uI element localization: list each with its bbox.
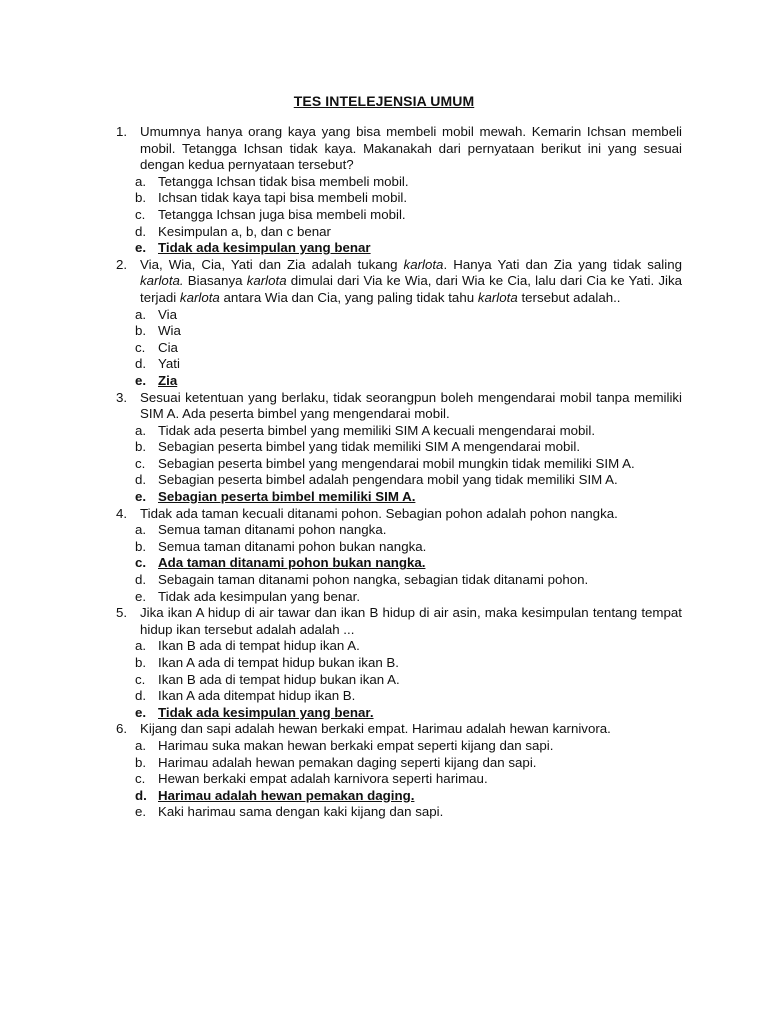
question-item xyxy=(116,257,682,307)
question-item xyxy=(116,390,682,423)
question-number: 3. xyxy=(116,389,128,405)
question-text-segment: dimulai dari Via ke Wia, dari Wia ke Cia, lalu dari Cia ke Yati. Jika terjadi xyxy=(140,273,682,305)
option-letter: a. xyxy=(135,638,147,654)
option-text: Tidak ada peserta bimbel yang memiliki SIM A kecuali mengendarai mobil. xyxy=(158,422,596,438)
answer-option xyxy=(116,522,682,539)
option-text: Cia xyxy=(158,339,178,355)
option-letter: a. xyxy=(135,522,147,538)
option-text: Sebagian peserta bimbel memiliki SIM A. xyxy=(158,489,416,505)
option-letter: d. xyxy=(135,787,147,803)
option-text: Sebagian peserta bimbel adalah pengendara mobil yang tidak memiliki SIM A. xyxy=(158,472,618,488)
option-text: Hewan berkaki empat adalah karnivora seperti harimau. xyxy=(158,771,488,787)
answer-option-correct xyxy=(116,555,682,572)
option-text: Ikan B ada di tempat hidup bukan ikan A. xyxy=(158,671,400,687)
question-list xyxy=(116,124,682,821)
question-text xyxy=(140,257,682,307)
answer-option xyxy=(116,738,682,755)
question-number: 4. xyxy=(116,505,128,521)
question-item xyxy=(116,506,682,523)
question-text-segment: Umumnya hanya orang kaya yang bisa membeli mobil mewah. Kemarin Ichsan membeli mobil. Tetangga Ichsan tidak kaya. Makanakah dari pernyataan berikut ini yang sesuai dengan kedua pernyataan tersebut? xyxy=(140,124,682,173)
question-item xyxy=(116,605,682,638)
answer-option-correct xyxy=(116,373,682,390)
question-text-segment: Via, Wia, Cia, Yati dan Zia adalah tukang xyxy=(140,256,404,272)
question-text xyxy=(140,721,682,738)
option-letter: d. xyxy=(135,472,147,488)
question-text-italic: karlota xyxy=(246,273,287,289)
option-letter: b. xyxy=(135,538,147,554)
question-text-segment: tersebut adalah.. xyxy=(517,289,621,305)
question-text xyxy=(140,390,682,423)
option-text: Kesimpulan a, b, dan c benar xyxy=(158,223,331,239)
option-text: Via xyxy=(158,306,177,322)
answer-option-correct xyxy=(116,240,682,257)
question-text-segment: Biasanya xyxy=(183,273,247,289)
question-item xyxy=(116,721,682,738)
option-letter: b. xyxy=(135,655,147,670)
option-text: Harimau adalah hewan pemakan daging seperti kijang dan sapi. xyxy=(158,754,537,770)
option-letter: d. xyxy=(135,223,147,239)
option-text: Ada taman ditanami pohon bukan nangka. xyxy=(158,555,426,571)
option-letter: e. xyxy=(135,372,147,388)
answer-option xyxy=(116,356,682,373)
answer-option xyxy=(116,589,682,606)
option-text: Tetangga Ichsan tidak bisa membeli mobil. xyxy=(158,173,409,189)
question-text-segment: Kijang dan sapi adalah hewan berkaki empat. Harimau adalah hewan karnivora. xyxy=(140,721,611,737)
option-text: Zia xyxy=(158,372,178,388)
question-text xyxy=(140,506,682,523)
answer-option xyxy=(116,755,682,772)
option-letter: c. xyxy=(135,455,146,471)
answer-option-correct xyxy=(116,489,682,506)
question-item xyxy=(116,124,682,174)
option-letter: e. xyxy=(135,804,147,820)
answer-option xyxy=(116,174,682,191)
answer-option xyxy=(116,771,682,788)
option-text: Harimau suka makan hewan berkaki empat seperti kijang dan sapi. xyxy=(158,737,554,753)
answer-option xyxy=(116,439,682,456)
answer-option xyxy=(116,423,682,440)
option-text: Tidak ada kesimpulan yang benar. xyxy=(158,588,361,604)
option-text: Sebagian peserta bimbel yang mengendarai mobil mungkin tidak memiliki SIM A. xyxy=(158,455,635,471)
question-number: 5. xyxy=(116,605,128,621)
option-text: Ikan A ada di tempat hidup bukan ikan B. xyxy=(158,655,399,670)
option-text: Semua taman ditanami pohon bukan nangka. xyxy=(158,538,427,554)
answer-option xyxy=(116,340,682,357)
answer-option xyxy=(116,655,682,672)
option-letter: c. xyxy=(135,771,146,787)
answer-option xyxy=(116,572,682,589)
question-text-italic: karlota. xyxy=(140,273,184,289)
option-letter: b. xyxy=(135,190,147,206)
answer-option xyxy=(116,638,682,655)
option-letter: a. xyxy=(135,173,147,189)
option-letter: d. xyxy=(135,688,147,704)
question-text-italic: karlota xyxy=(477,289,518,305)
option-letter: c. xyxy=(135,206,146,222)
option-letter: a. xyxy=(135,737,147,753)
question-text-segment: antara Wia dan Cia, yang paling tidak tahu xyxy=(219,289,478,305)
option-letter: d. xyxy=(135,356,147,372)
option-text: Yati xyxy=(158,356,180,372)
question-text-italic: karlota xyxy=(179,289,220,305)
option-text: Kaki harimau sama dengan kaki kijang dan sapi. xyxy=(158,804,444,820)
question-text-segment: Tidak ada taman kecuali ditanami pohon. Sebagian pohon adalah pohon nangka. xyxy=(140,505,618,521)
page-title: TES INTELEJENSIA UMUM xyxy=(293,93,475,109)
question-text-segment: Sesuai ketentuan yang berlaku, tidak seorangpun boleh mengendarai mobil tanpa memiliki SIM A. Ada peserta bimbel yang mengendarai mobil. xyxy=(140,389,682,422)
option-text: Tetangga Ichsan juga bisa membeli mobil. xyxy=(158,206,406,222)
option-letter: a. xyxy=(135,306,147,322)
answer-option xyxy=(116,190,682,207)
option-letter: e. xyxy=(135,489,147,505)
answer-option xyxy=(116,472,682,489)
option-text: Sebagain taman ditanami pohon nangka, sebagian tidak ditanami pohon. xyxy=(158,572,589,588)
option-letter: c. xyxy=(135,555,147,571)
answer-option xyxy=(116,323,682,340)
answer-option-correct xyxy=(116,705,682,722)
answer-option xyxy=(116,307,682,324)
option-text: Semua taman ditanami pohon nangka. xyxy=(158,522,387,538)
answer-option xyxy=(116,456,682,473)
option-text: Wia xyxy=(158,323,181,339)
option-letter: a. xyxy=(135,422,147,438)
answer-option-correct xyxy=(116,788,682,805)
answer-option xyxy=(116,672,682,689)
question-number: 1. xyxy=(116,124,128,139)
option-text: Ikan A ada ditempat hidup ikan B. xyxy=(158,688,356,704)
question-text-segment: Jika ikan A hidup di air tawar dan ikan B hidup di air asin, maka kesimpulan tentang tempat hidup ikan tersebut adalah adalah ... xyxy=(140,605,682,637)
option-letter: d. xyxy=(135,572,147,588)
option-text: Ichsan tidak kaya tapi bisa membeli mobil. xyxy=(158,190,408,206)
question-text xyxy=(140,124,682,174)
option-text: Tidak ada kesimpulan yang benar. xyxy=(158,704,374,720)
option-letter: c. xyxy=(135,671,146,687)
option-text: Harimau adalah hewan pemakan daging. xyxy=(158,787,415,803)
question-text-italic: karlota xyxy=(403,256,444,272)
option-letter: b. xyxy=(135,323,147,339)
option-letter: e. xyxy=(135,588,147,604)
question-number: 6. xyxy=(116,721,128,737)
question-text xyxy=(140,605,682,638)
answer-option xyxy=(116,688,682,705)
answer-option xyxy=(116,804,682,821)
answer-option xyxy=(116,224,682,241)
option-letter: b. xyxy=(135,754,147,770)
option-text: Tidak ada kesimpulan yang benar xyxy=(158,240,371,256)
option-letter: e. xyxy=(135,704,147,720)
question-text-segment: . Hanya Yati dan Zia yang tidak saling xyxy=(443,256,682,272)
option-letter: b. xyxy=(135,439,147,455)
answer-option xyxy=(116,539,682,556)
option-text: Sebagian peserta bimbel yang tidak memiliki SIM A mengendarai mobil. xyxy=(158,439,581,455)
option-letter: e. xyxy=(135,240,147,256)
question-number: 2. xyxy=(116,256,128,272)
answer-option xyxy=(116,207,682,224)
option-letter: c. xyxy=(135,339,146,355)
option-text: Ikan B ada di tempat hidup ikan A. xyxy=(158,638,360,654)
